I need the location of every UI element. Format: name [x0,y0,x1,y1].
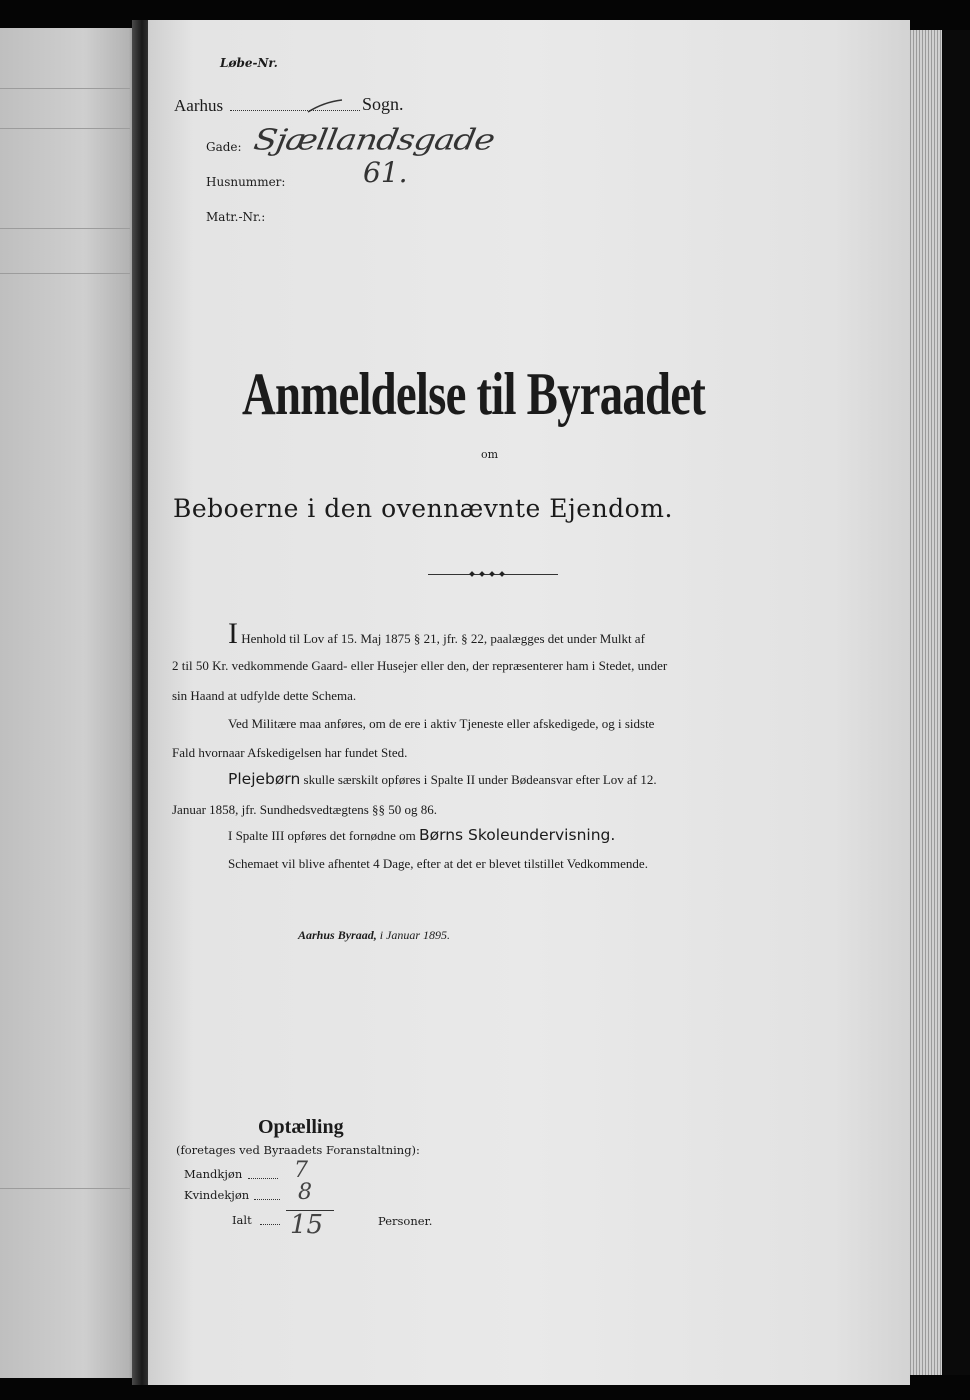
ialt-value: 15 [290,1210,324,1240]
para2-line2: Fald hvornaar Afskedigelsen har fundet Sted. [172,745,408,760]
ornament-diamond [479,571,485,577]
page-stack-edge [908,30,942,1375]
signature-date: i Januar 1895. [379,928,451,942]
document-subtitle: Beboerne i den ovennævnte Ejendom. [173,494,673,523]
para3-line1-text: skulle særskilt opføres i Spalte II under Bødeansvar efter Lov af 12. [303,772,657,787]
document-title: Anmeldelse til Byraadet [242,361,706,427]
ialt-dots [260,1224,280,1225]
optaelling-title: Optælling [258,1116,344,1138]
ornament-diamond [489,571,495,577]
ialt-label: Ialt [232,1213,252,1227]
para4-line [228,826,615,844]
optaelling-note: (foretages ved Byraadets Foranstaltning): [176,1143,420,1157]
husnummer-value: 61. [363,156,408,189]
aarhus-label: Aarhus [174,96,224,115]
page-stack-shadow [942,30,970,1375]
left-page-edge [0,28,140,1378]
ornament-diamond [469,571,475,577]
lobe-nr-label: Løbe-Nr. [220,56,278,70]
om-label: om [481,448,499,461]
sogn-handwritten-stroke [306,98,346,114]
mandkjon-value: 7 [294,1158,308,1183]
gade-label: Gade: [206,140,242,154]
document-page [148,20,910,1385]
mandkjon-label: Mandkjøn [184,1167,243,1181]
ornament-diamond [499,571,505,577]
mandkjon-dots [248,1178,278,1179]
signature-org: Aarhus Byraad, [298,928,377,942]
kvindekjon-label: Kvindekjøn [184,1188,250,1202]
para1-dropcap: I [228,617,238,650]
gade-value: Sjællandsgade [251,123,497,157]
kvindekjon-dots [254,1199,280,1200]
para5-line: Schemaet vil blive afhentet 4 Dage, efter at det er blevet tilstillet Vedkommende. [228,856,648,871]
para1-line1 [228,617,645,650]
sogn-label: Sogn. [362,94,404,114]
matr-label: Matr.-Nr.: [206,210,266,224]
kvindekjon-value: 8 [298,1180,312,1205]
para4-skoleundervisning: Børns Skoleundervisning. [418,826,616,844]
para1-line3: sin Haand at udfylde dette Schema. [172,688,357,703]
para1-line2: 2 til 50 Kr. vedkommende Gaard- eller Husejer eller den, der repræsenterer ham i Stedet, under [172,658,668,673]
para4-text: I Spalte III opføres det fornødne om [228,828,416,843]
para3-line2: Januar 1858, jfr. Sundhedsvedtægtens §§ 50 og 86. [172,802,438,817]
signature-line [298,928,450,943]
para3-line1 [228,770,657,788]
husnummer-label: Husnummer: [206,175,286,189]
para3-plejeborn: Plejebørn [228,770,301,788]
para2-line1: Ved Militære maa anføres, om de ere i aktiv Tjeneste eller afskedigede, og i sidste [228,716,655,731]
personer-label: Personer. [378,1214,433,1228]
para1-line1-text: Henhold til Lov af 15. Maj 1875 § 21, jfr. § 22, paalægges det under Mulkt af [241,631,645,646]
